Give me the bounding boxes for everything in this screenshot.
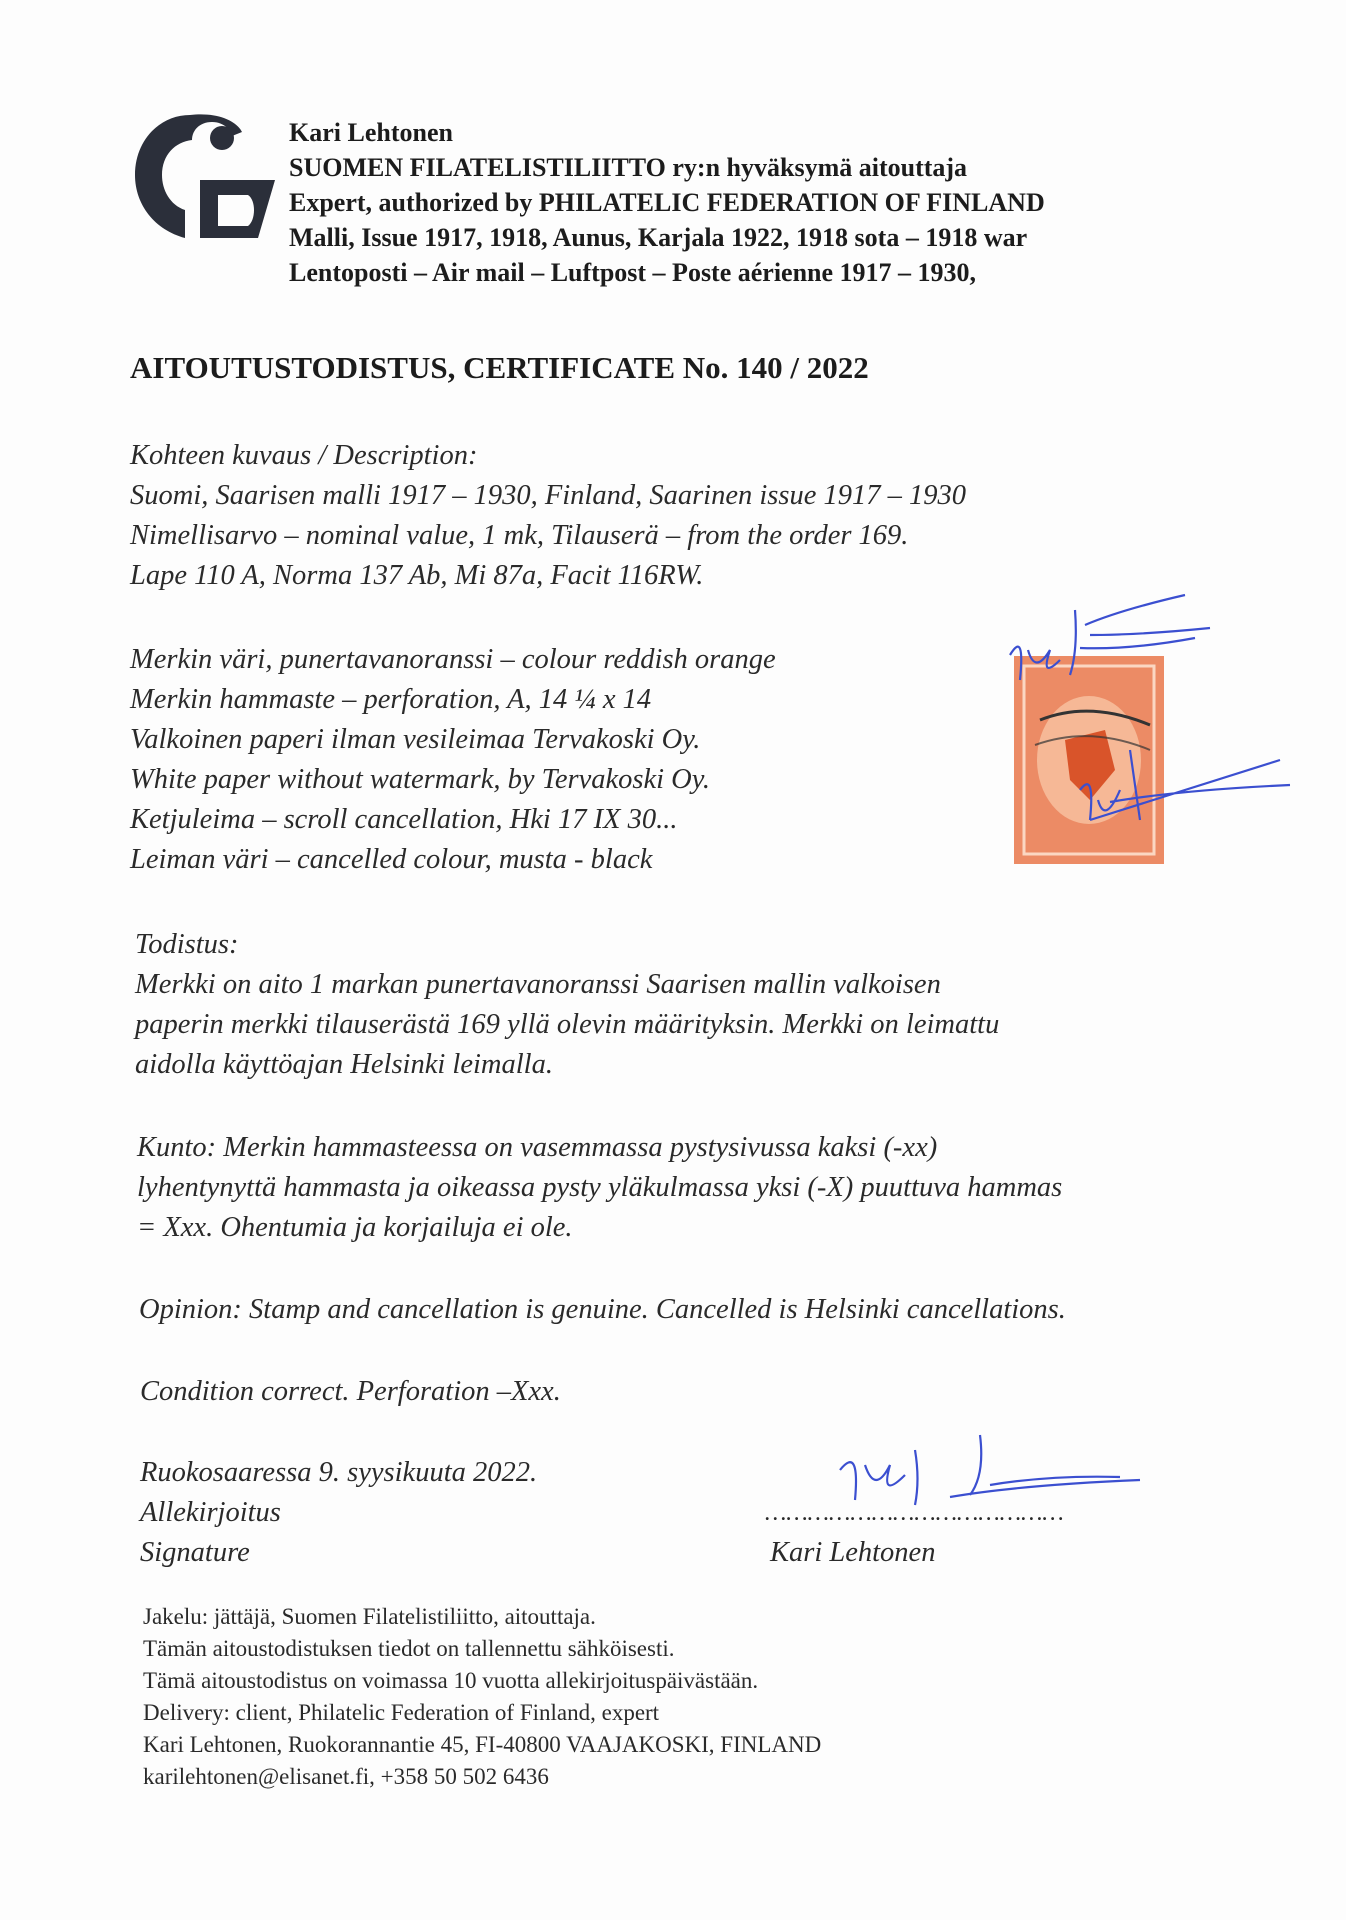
footer-line: Tämä aitoustodistus on voimassa 10 vuotta allekirjoituspäivästään. [143,1668,759,1693]
signature-dotted-line: …………………………………… [765,1500,1064,1526]
signature-label: Signature [140,1537,250,1568]
text-line: Kunto: Merkin hammasteessa on vasemmassa pystysivussa kaksi (-xx) [137,1132,938,1163]
place-date: Ruokosaaressa 9. syysikuuta 2022. [140,1457,538,1488]
text-line: Merkki on aito 1 markan punertavanoranssi Saarisen mallin valkoisen [135,969,941,1000]
text-line: Valkoinen paperi ilman vesileimaa Tervakoski Oy. [130,724,701,755]
text-line: Merkin hammaste – perforation, A, 14 ¼ x 14 [130,684,652,715]
header-line: Expert, authorized by PHILATELIC FEDERATION OF FINLAND [289,188,1045,217]
federation-logo [130,110,280,245]
text-line: Kohteen kuvaus / Description: [130,440,478,471]
text-line: Leiman väri – cancelled colour, musta - black [130,844,653,875]
details-block [130,640,776,880]
header-line: Malli, Issue 1917, 1918, Aunus, Karjala 1922, 1918 sota – 1918 war [289,223,1028,252]
footer-line: Jakelu: jättäjä, Suomen Filatelistiliitto, aitouttaja. [143,1604,596,1629]
opinion-text: Opinion: Stamp and cancellation is genuine. Cancelled is Helsinki cancellations. [139,1294,1066,1325]
certification-block [135,925,999,1085]
header-line: SUOMEN FILATELISTILIITTO ry:n hyväksymä aitouttaja [289,153,968,182]
header-line: Lentoposti – Air mail – Luftpost – Poste aérienne 1917 – 1930, [289,258,977,287]
text-line: Todistus: [135,929,239,960]
footer-line: karilehtonen@elisanet.fi, +358 50 502 6436 [143,1764,549,1789]
footer-line: Delivery: client, Philatelic Federation of Finland, expert [143,1700,660,1725]
text-line: = Xxx. Ohentumia ja korjailuja ei ole. [137,1212,573,1243]
text-line: lyhentynyttä hammasta ja oikeassa pysty yläkulmassa yksi (-X) puuttuva hammas [137,1172,1063,1203]
signing-block [140,1453,537,1573]
expert-name: Kari Lehtonen [289,118,453,147]
condition-correct-text: Condition correct. Perforation –Xxx. [140,1376,561,1407]
text-line: Ketjuleima – scroll cancellation, Hki 17 IX 30... [130,804,678,835]
footer-line: Kari Lehtonen, Ruokorannantie 45, FI-40800 VAAJAKOSKI, FINLAND [143,1732,822,1757]
text-line: Merkin väri, punertavanoranssi – colour reddish orange [130,644,776,675]
signature-marks-on-stamp [980,590,1300,920]
condition-block [137,1128,1062,1248]
description-block [130,436,966,596]
text-line: Suomi, Saarisen malli 1917 – 1930, Finland, Saarinen issue 1917 – 1930 [130,480,966,511]
text-line: paperin merkki tilauserästä 169 yllä olevin määrityksin. Merkki on leimattu [135,1009,1000,1040]
footer-line: Tämän aitoustodistuksen tiedot on tallennettu sähköisesti. [143,1636,675,1661]
allekirjoitus-label: Allekirjoitus [140,1497,281,1528]
text-line: Nimellisarvo – nominal value, 1 mk, Tilauserä – from the order 169. [130,520,909,551]
text-line: Lape 110 A, Norma 137 Ab, Mi 87a, Facit 116RW. [130,560,704,591]
signer-name: Kari Lehtonen [770,1537,936,1568]
certificate-title: AITOUTUSTODISTUS, CERTIFICATE No. 140 / 2022 [130,350,869,385]
footer-block [143,1601,821,1793]
text-line: White paper without watermark, by Tervakoski Oy. [130,764,710,795]
text-line: aidolla käyttöajan Helsinki leimalla. [135,1049,553,1080]
